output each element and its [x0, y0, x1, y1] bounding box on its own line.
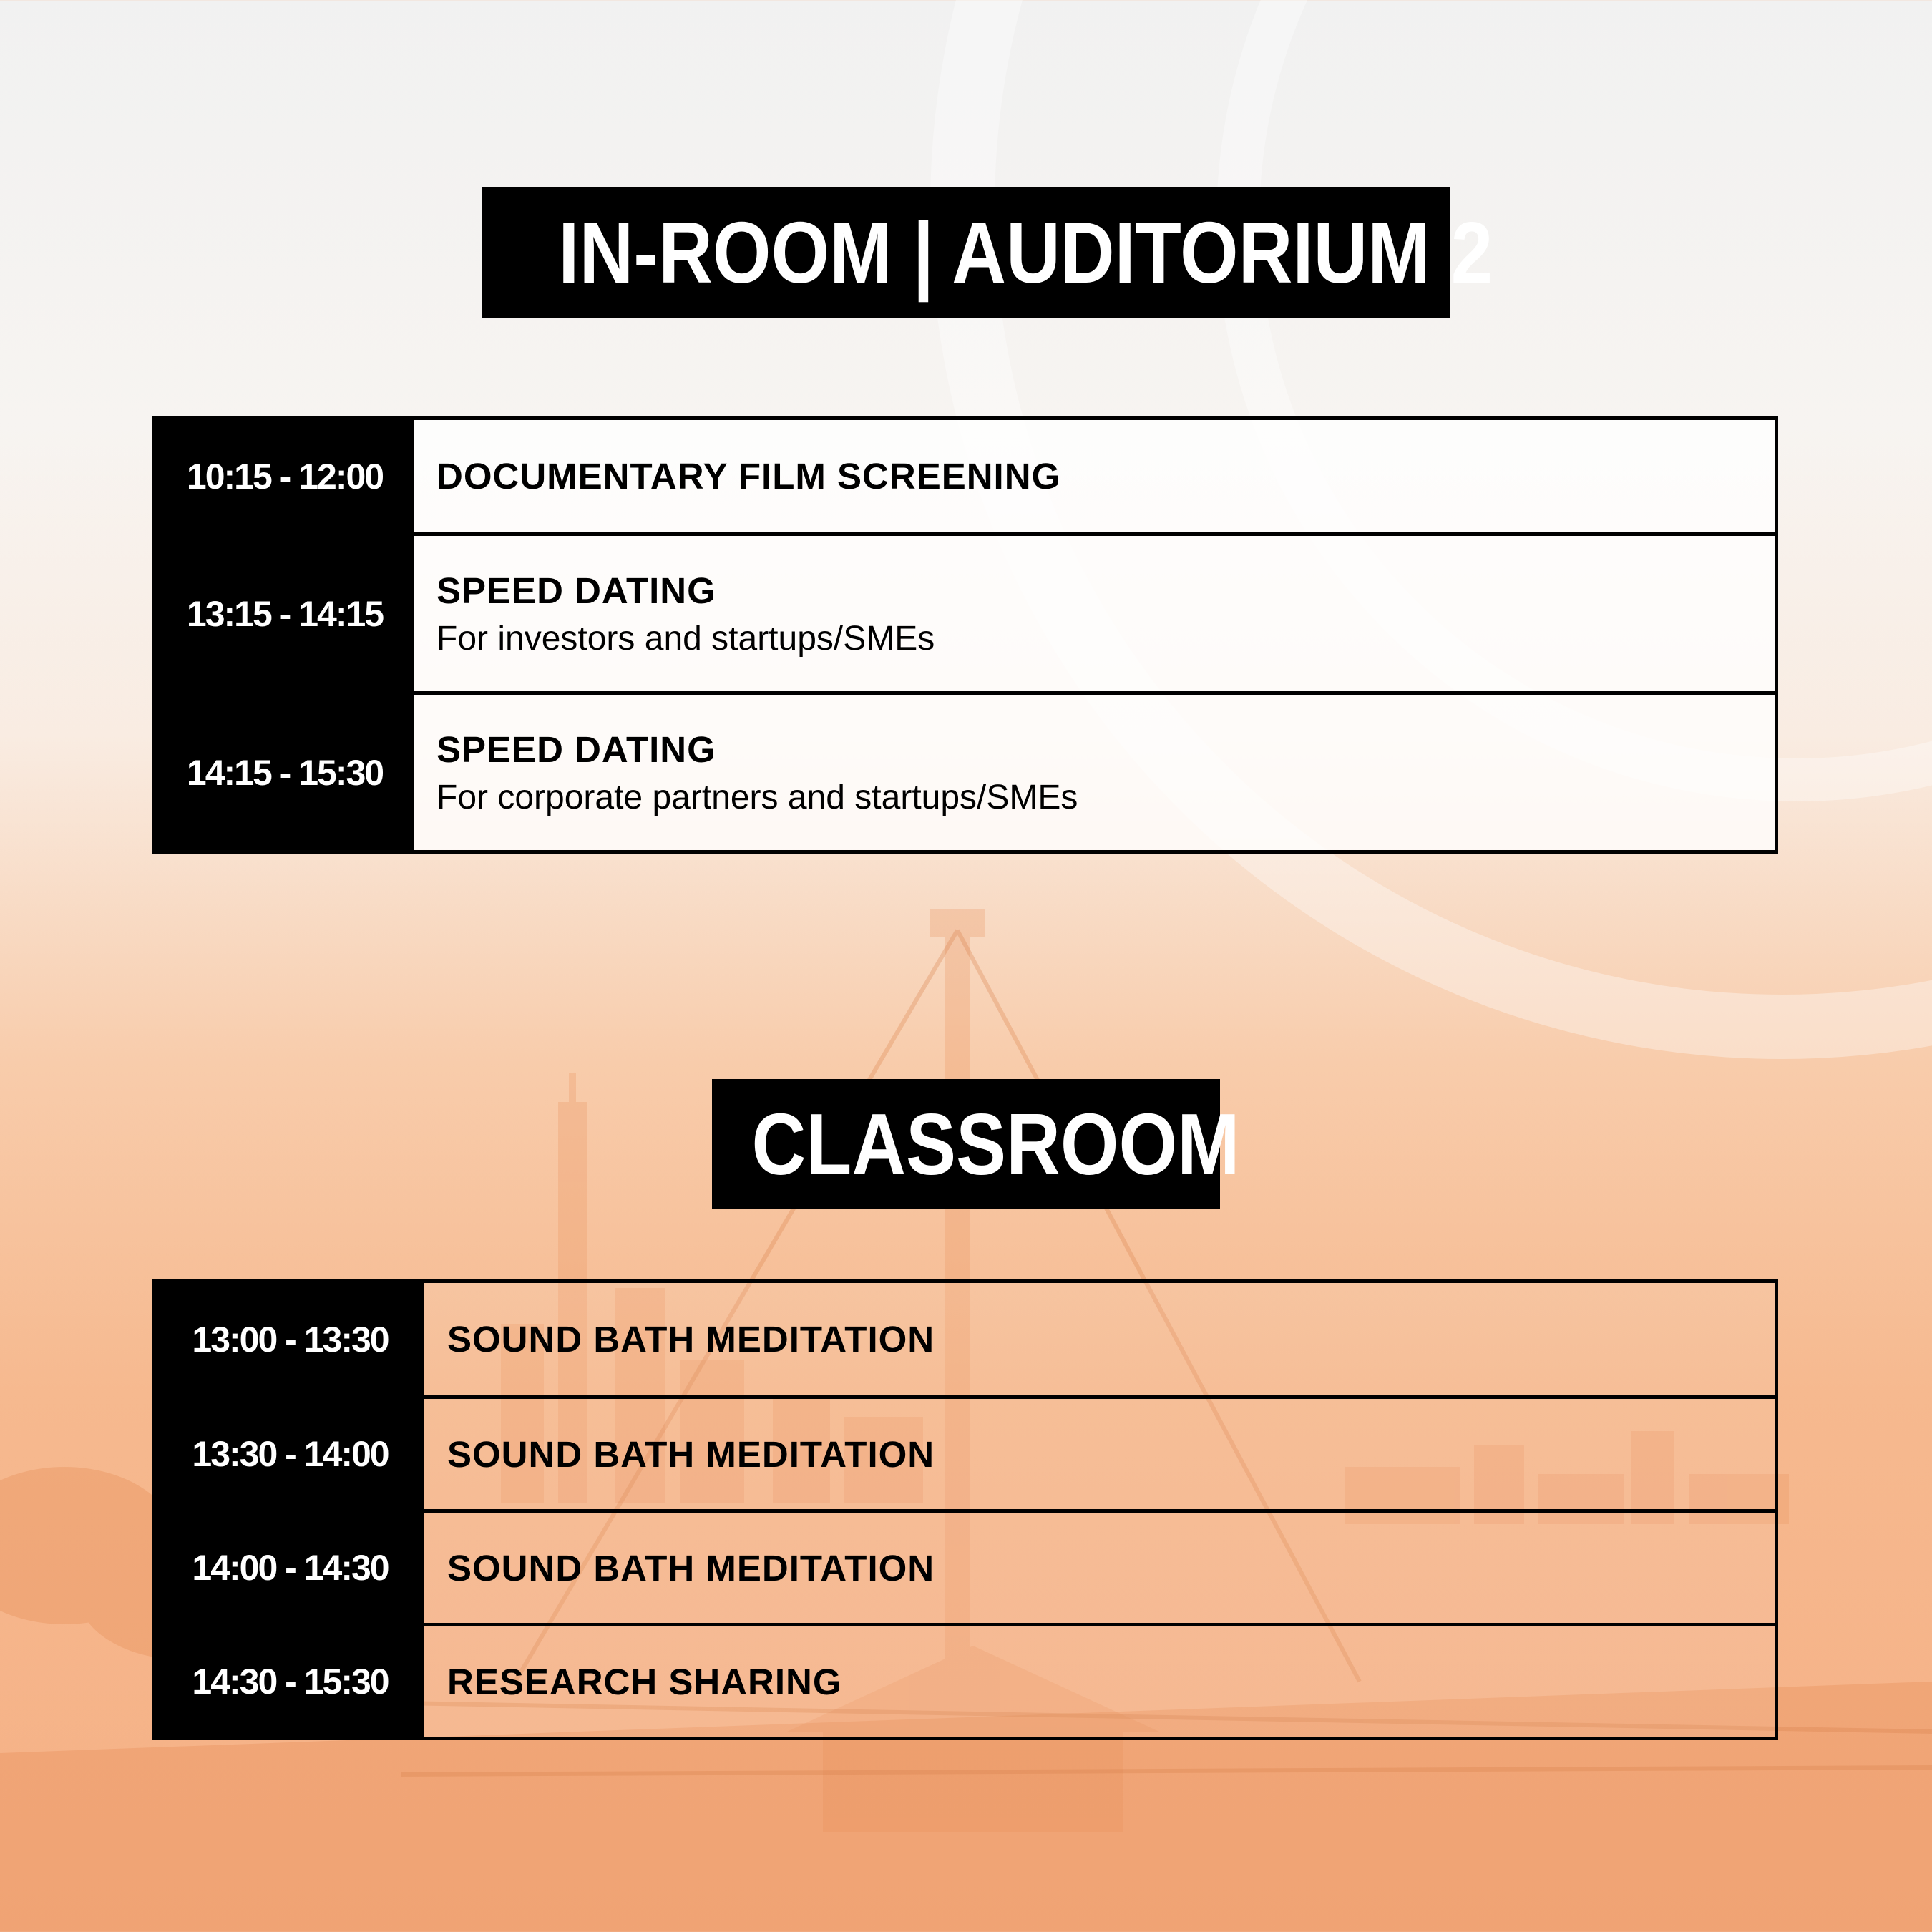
session-details [414, 420, 1775, 532]
classroom-heading-text: CLASSROOM [751, 1096, 1240, 1193]
session-details [424, 1513, 1775, 1623]
schedule-row [156, 1509, 1775, 1623]
session-time: 14:00 - 14:30 [156, 1513, 424, 1623]
session-title: SOUND BATH MEDITATION [447, 1433, 935, 1475]
session-title: DOCUMENTARY FILM SCREENING [436, 456, 1061, 497]
session-title: SPEED DATING [436, 570, 716, 611]
session-details [414, 695, 1775, 850]
session-details [424, 1626, 1775, 1737]
session-title: SOUND BATH MEDITATION [447, 1547, 935, 1589]
session-details [424, 1283, 1775, 1395]
session-time: 13:00 - 13:30 [156, 1283, 424, 1395]
session-details [414, 536, 1775, 691]
schedule-row [156, 420, 1775, 532]
auditorium-heading-text: IN-ROOM | AUDITORIUM 2 [558, 204, 1493, 301]
session-details [424, 1399, 1775, 1509]
session-subtitle: For investors and startups/SMEs [436, 619, 935, 658]
schedule-row [156, 1395, 1775, 1509]
classroom-heading [712, 1079, 1240, 1209]
session-time: 14:30 - 15:30 [156, 1626, 424, 1737]
schedule-row [156, 532, 1775, 691]
schedule-row [156, 691, 1775, 850]
session-title: SPEED DATING [436, 728, 716, 770]
session-title: SOUND BATH MEDITATION [447, 1319, 935, 1360]
schedule-row [156, 1623, 1775, 1737]
session-time: 13:30 - 14:00 [156, 1399, 424, 1509]
session-time: 10:15 - 12:00 [156, 420, 414, 532]
auditorium-schedule-table [152, 416, 1778, 854]
classroom-schedule-table [152, 1279, 1778, 1740]
session-time: 14:15 - 15:30 [156, 695, 414, 850]
session-time: 13:15 - 14:15 [156, 536, 414, 691]
schedule-row [156, 1283, 1775, 1395]
auditorium-heading [482, 187, 1493, 318]
session-subtitle: For corporate partners and startups/SMEs [436, 778, 1078, 816]
session-title: RESEARCH SHARING [447, 1661, 842, 1702]
